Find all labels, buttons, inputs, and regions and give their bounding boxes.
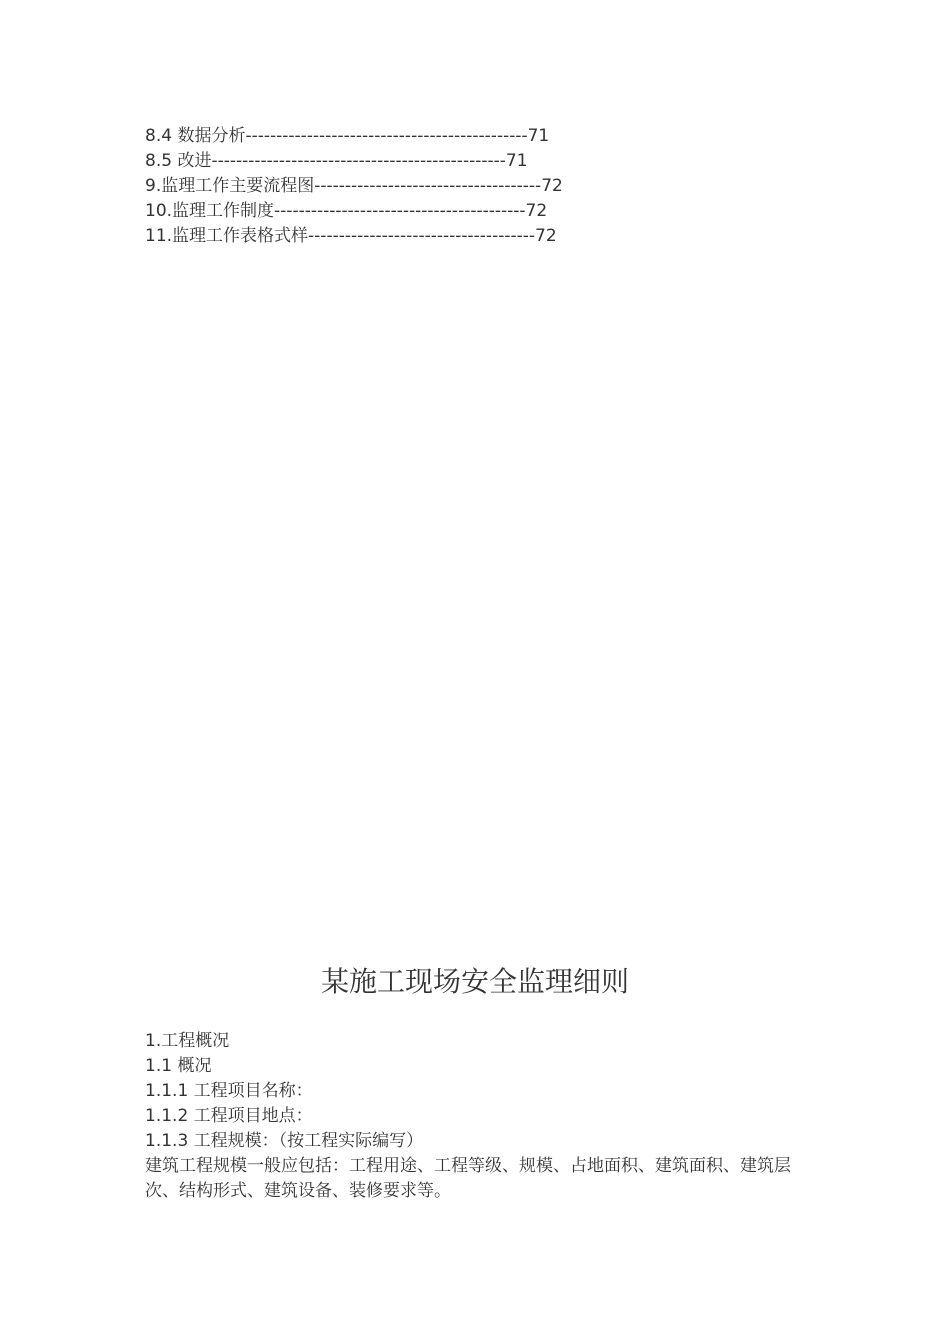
table-of-contents <box>145 124 845 249</box>
document-body <box>145 1029 810 1204</box>
toc-entry-10[interactable]: 10.监理工作制度-----------------------------------------72 <box>145 201 548 221</box>
document-title: 某施工现场安全监理细则 <box>320 965 629 998</box>
field-project-scale: 1.1.3 工程规模：（按工程实际编写） <box>145 1131 424 1151</box>
toc-entry-11[interactable]: 11.监理工作表格式样-------------------------------------72 <box>145 226 557 246</box>
section-heading-1: 1.工程概况 <box>145 1031 230 1051</box>
section-heading-1-1: 1.1 概况 <box>145 1056 212 1076</box>
toc-entry-8-5[interactable]: 8.5 改进------------------------------------------------71 <box>145 151 528 171</box>
toc-entry-8-4[interactable]: 8.4 数据分析----------------------------------------------71 <box>145 126 550 146</box>
toc-entry-9[interactable]: 9.监理工作主要流程图-------------------------------------72 <box>145 176 563 196</box>
field-project-location: 1.1.2 工程项目地点： <box>145 1106 313 1126</box>
field-project-name: 1.1.1 工程项目名称： <box>145 1081 313 1101</box>
scale-description-paragraph: 建筑工程规模一般应包括：工程用途、工程等级、规模、占地面积、建筑面积、建筑层次、结构形式、建筑设备、装修要求等。 <box>145 1156 791 1201</box>
